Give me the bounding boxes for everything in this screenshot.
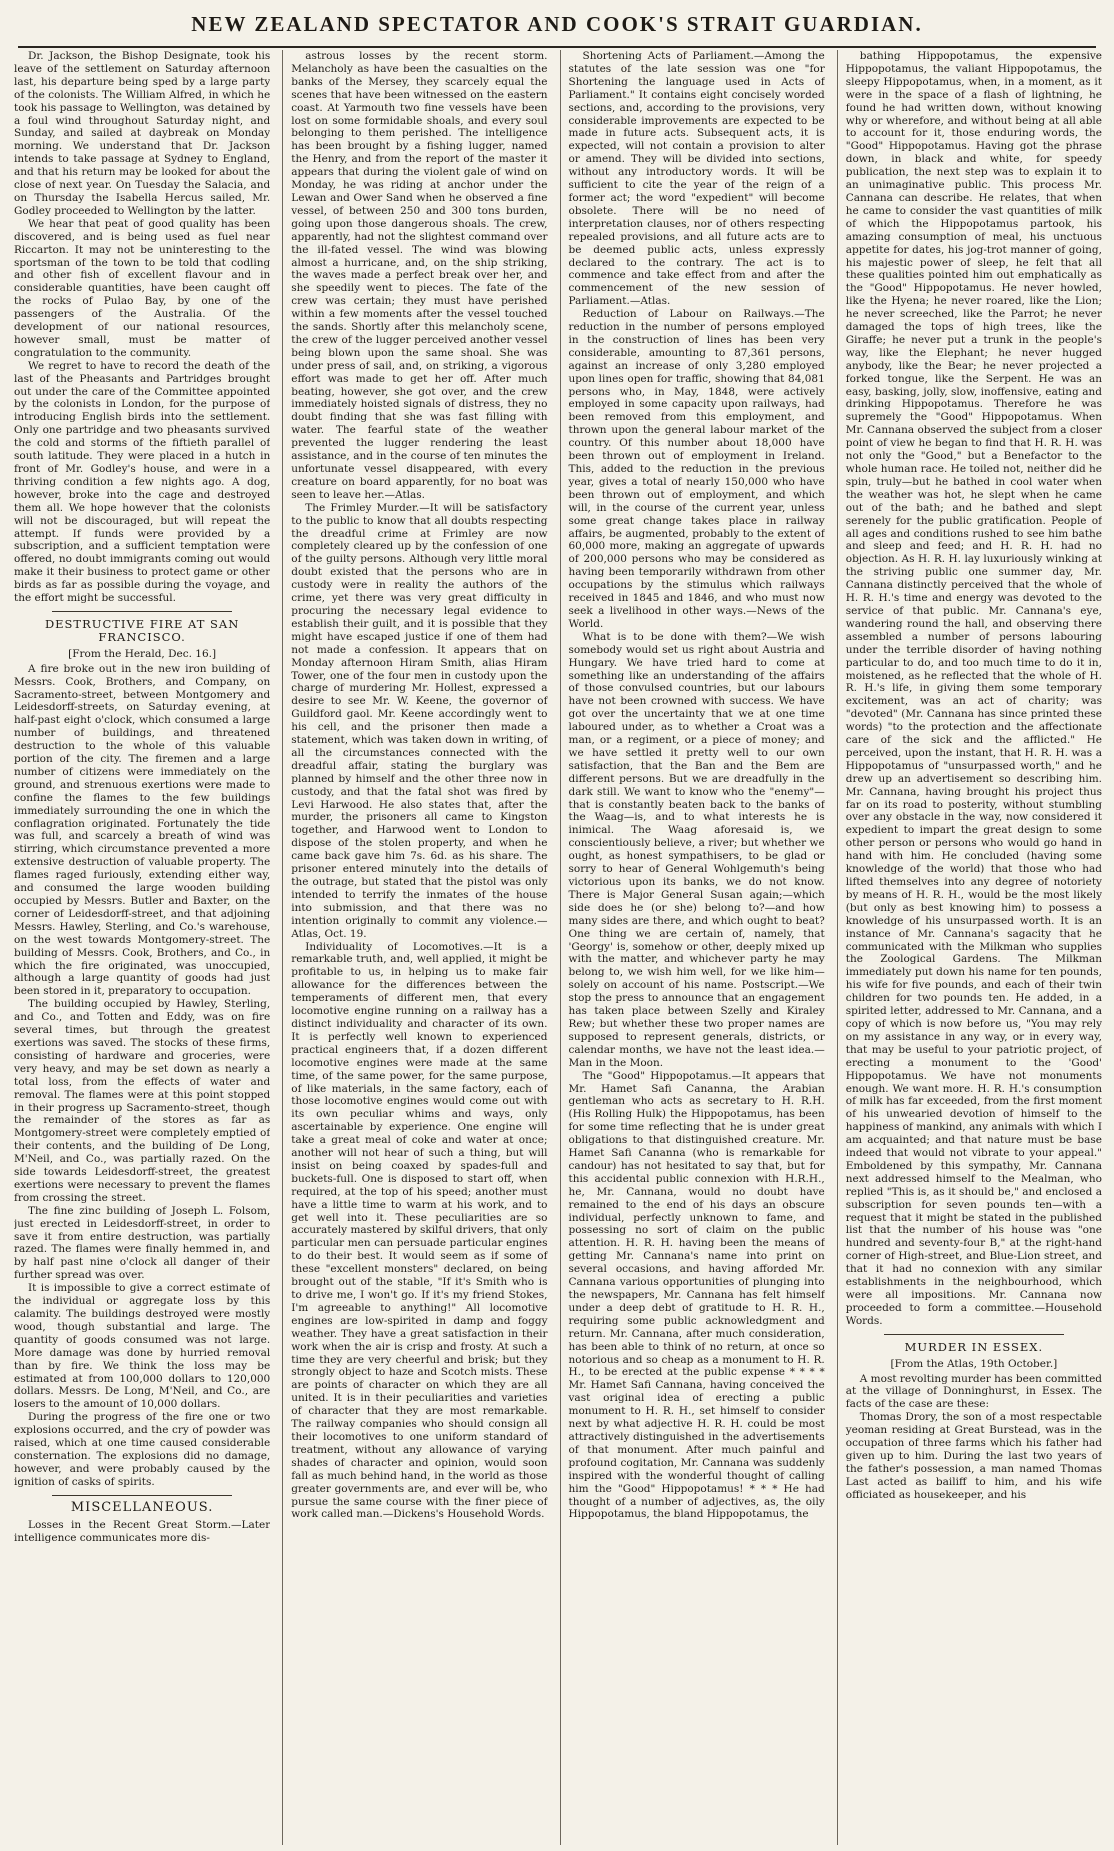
column-2 [282,50,547,1845]
column-4 [837,50,1102,1845]
paragraph: What is to be done with them?—We wish somebody would set us right about Austria and Hungary. We have tried hard to come at something like an understanding of the affairs of those convulsed countries, but our labours have not been crowned with success. We have got over the uncertainty that we at one time laboured under, as to whether a Croat was a man, or a regiment, or a piece of money; and we have settled it pretty well to our own satisfaction, that the Ban and the Bem are different persons. But we are dreadfully in the dark still. We want to know who the "enemy"—that is constantly beaten back to the banks of the Waag—is, and to what interests he is inimical. The Waag aforesaid is, we conscientiously believe, a river; but whether we ought, as honest sympathisers, to be glad or sorry to hear of General Wohlgemuth's being victorious upon its banks, we do not know. There is Major General Susan again;—which side does he (or she) belong to?—and how many sides are there, and which ought to beat? One thing we are certain of, namely, that 'Georgy' is, somehow or other, deeply mixed up with the matter, and whichever party he may belong to, we wish him well, for we like him—solely on account of his name. Postscript.—We stop the press to announce that an engagement has taken place between Szelly and Kiraley Rew; but whether these two proper names are supposed to represent generals, districts, or calendar months, we have not the least idea.—Man in the Moon. [568,630,825,1069]
paragraph: During the progress of the fire one or two explosions occurred, and the cry of powder was raised, which at one time caused considerable consternation. The explosions did no damage, however, and were probably caused by the ignition of casks of spirits. [14,1411,271,1488]
paragraph: Reduction of Labour on Railways.—The reduction in the number of persons employed in the construction of lines has been very considerable, amounting to 87,361 persons, against an increase of only 3,280 employed upon lines open for traffic, showing that 84,081 persons who, in May, 1848, were actively employed in some capacity upon railways, had been removed from this employment, and thrown upon the general labour market of the country. Of this number about 18,000 have been thrown out of employment in Ireland. This, added to the reduction in the previous year, gives a total of nearly 150,000 who have been thrown out of employment, and which will, in the course of the current year, unless some great change takes place in railway affairs, be augmented, probably to the extent of 60,000 more, making an aggregate of upwards of 200,000 persons who may be considered as having been temporarily withdrawn from other occupations by the stimulus which railways received in 1845 and 1846, and who must now seek a livelihood in other ways.—News of the World. [568,308,825,630]
paragraph: The "Good" Hippopotamus.—It appears that Mr. Hamet Safi Cananna, the Arabian gentleman who acts as secretary to H. R.H. (His Rolling Hulk) the Hippopotamus, has been for some time reflecting that he is under great obligations to that distinguished creature. Mr. Hamet Safi Cananna (who is remarkable for candour) has not hesitated to say that, but for this accidental public connexion with H.R.H., he, Mr. Cannana, would no doubt have remained to the end of his days an obscure individual, perfectly unknown to fame, and possessing no sort of claim on the public attention. H. R. H. having been the means of getting Mr. Cannana's name into print on several occasions, and having afforded Mr. Cannana various opportunities of plunging into the newspapers, Mr. Cannana has felt himself under a deep debt of gratitude to H. R. H., requiring some public acknowledgment and return. Mr. Cannana, after much consideration, has been able to think of no return, at once so notorious and so cheap as a monument to H. R. H., to be erected at the public expense * * * * Mr. Hamet Safi Cannana, having conceived the vast original idea of erecting a public monument to H. R. H., set himself to consider next by what adjective H. R. H. could be most attractively distinguished in the advertisements of that monument. After much painful and profound cogitation, Mr. Cannana was suddenly inspired with the wonderful thought of calling him the "Good" Hippopotamus! * * * He had thought of a number of adjectives, as, the oily Hippopotamus, the bland Hippopotamus, the [568,1069,825,1521]
column-3 [560,50,825,1845]
paragraph: Dr. Jackson, the Bishop Designate, took his leave of the settlement on Saturday afternoon last, his departure being sped by a large party of the colonists. The William Alfred, in which he took his passage to Wellington, was detained by a foul wind throughout Saturday night, and Sunday, and sailed at daybreak on Monday morning. We understand that Dr. Jackson intends to take passage at Sydney to England, and that his return may be looked for about the close of next year. On Tuesday the Salacia, and on Thursday the Isabella Hercus sailed, Mr. Godley proceeded to Wellington by the latter. [14,50,271,217]
article-source: [From the Herald, Dec. 16.] [68,647,217,660]
paragraph: A most revolting murder has been committed at the village of Donninghurst, in Essex. The facts of the case are these: [845,1372,1102,1411]
masthead-rule [18,46,1096,48]
paragraph: We hear that peat of good quality has been discovered, and is being used as fuel near Riccarton. It may not be uninteresting to the sportsman of the town to be told that codling and other fish of excellent flavour and in considerable quantities, have been caught off the rocks of Pulao Bay, by one of the passengers of the Australia. Of the development of our national resources, however small, must be matter of congratulation to the community. [14,217,271,359]
divider [52,611,231,612]
column-1 [14,50,270,1845]
section-heading: MISCELLANEOUS. [70,1499,214,1515]
paragraph: The Frimley Murder.—It will be satisfactory to the public to know that all doubts respecting the dreadful crime at Frimley are now completely cleared up by the confession of one of the guilty persons. Although very little moral doubt existed that the persons who are in custody were in reality the authors of the crime, yet there was very great difficulty in procuring the necessary legal evidence to establish their guilt, and it is possible that they might have escaped justice if one of them had not made a confession. It appears that on Monday afternoon Hiram Smith, alias Hiram Tower, one of the four men in custody upon the charge of murdering Mr. Hollest, expressed a desire to see Mr. W. Keene, the governor of Guildford gaol. Mr. Keene accordingly went to his cell, and the prisoner then made a statement, which was taken down in writing, of all the circumstances connected with the dreadful affair, stating the burglary was planned by himself and the other three now in custody, and that the fatal shot was fired by Levi Harwood. He also states that, after the murder, the prisoners all came to Kingston together, and Harwood went to London to dispose of the stolen property, and when he came back gave him 7s. 6d. as his share. The prisoner entered minutely into the details of the outrage, but stated that the pistol was only intended to terrify the inmates of the house into submission, and that there was no intention originally to commit any violence.—Atlas, Oct. 19. [291,501,548,940]
paragraph: Shortening Acts of Parliament.—Among the statutes of the late session was one "for Shortening the language used in Acts of Parliament." It contains eight concisely worded sections, and, according to the provisions, very considerable improvements are expected to be made in future acts. Subsequent acts, it is expected, will not contain a provision to alter or amend. They will be divided into sections, without any introductory words. It will be sufficient to cite the year of the reign of a former act; the word "expedient" will become obsolete. There will be no need of interpretation clauses, nor of others respecting repealed provisions, and all future acts are to be deemed public acts, unless expressly declared to the contrary. The act is to commence and take effect from and after the commencement of the new session of Parliament.—Atlas. [568,50,825,308]
paragraph: A fire broke out in the new iron building of Messrs. Cook, Brothers, and Company, on Sacramento-street, between Montgomery and Leidesdorff-streets, on Saturday evening, at half-past eight o'clock, which consumed a large number of buildings, and threatened destruction to the whole of this valuable portion of the city. The firemen and a large number of citizens were immediately on the ground, and strenuous exertions were made to confine the flames to the few buildings immediately surrounding the one in which the conflagration originated. Fortunately the tide was full, and scarcely a breath of wind was stirring, which circumstance prevented a more extensive destruction of valuable property. The flames raged furiously, extending either way, and consumed the large wooden building occupied by Messrs. Butler and Baxter, on the corner of Leidesdorff-street, and that adjoining Messrs. Hawley, Sterling, and Co.'s warehouse, on the west towards Montgomery-street. The building of Messrs. Cook, Brothers, and Co., in which the fire originated, was unoccupied, although a large quantity of goods had just been stored in it, preparatory to occupation. [14,662,271,998]
paragraph: astrous losses by the recent storm. Melancholy as have been the casualties on the banks of the Mersey, they scarcely equal the scenes that have been witnessed on the eastern coast. At Yarmouth two fine vessels have been lost on some formidable shoals, and every soul belonging to them perished. The intelligence has been brought by a fishing lugger, named the Henry, and from the report of the master it appears that during the violent gale of wind on Monday, he was riding at anchor under the Lewan and Ower Sand when he observed a fine vessel, of between 250 and 300 tons burden, going upon those dangerous shoals. The crew, apparently, had not the slightest command over the ill-fated vessel. The wind was blowing almost a hurricane, and, on the ship striking, the waves made a perfect break over her, and she speedily went to pieces. The fate of the crew was certain; they must have perished within a few moments after the vessel touched the sands. Shortly after this melancholy scene, the crew of the lugger perceived another vessel being blown upon the same shoal. She was under press of sail, and, on striking, a vigorous effort was made to get her off. After much beating, however, she got over, and the crew immediately hoisted signals of distress, they no doubt finding that she was fast filling with water. The fearful state of the weather prevented the lugger rendering the least assistance, and in the course of ten minutes the unfortunate vessel disappeared, with every creature on board apparently, for no boat was seen to leave her.—Atlas. [291,50,548,501]
divider [884,1334,1063,1335]
divider [52,1495,231,1496]
paragraph: The fine zinc building of Joseph L. Folsom, just erected in Leidesdorff-street, in order to save it from entire destruction, was partially razed. The flames were finally hemmed in, and by half past nine o'clock all danger of their further spread was over. [14,1204,271,1282]
article-heading: DESTRUCTIVE FIRE AT SAN FRANCISCO. [44,616,240,644]
article-source: [From the Atlas, 19th October.] [890,1357,1058,1370]
paragraph: Individuality of Locomotives.—It is a remarkable truth, and, well applied, it might be profitable to us, in helping us to make fair allowance for the differences between the temperaments of different men, that every locomotive engine running on a railway has a distinct individuality and character of its own. It is perfectly well known to experienced practical engineers that, if a dozen different locomotive engines were made at the same time, of the same power, for the same purpose, of like materials, in the same factory, each of those locomotive engines would come out with its own peculiar whims and ways, only ascertainable by experience. One engine will take a great meal of coke and water at once; another will not hear of such a thing, but will insist on being coaxed by spades-full and buckets-full. One is disposed to start off, when required, at the top of his speed; another must have a little time to warm at his work, and to get well into it. These peculiarities are so accurately mastered by skilful drivers, that only particular men can persuade particular engines to do their best. It would seem as if some of these "excellent monsters" declared, on being brought out of the stable, "If it's Smith who is to drive me, I won't go. If it's my friend Stokes, I'm agreeable to anything!" All locomotive engines are low-spirited in damp and foggy weather. They have a great satisfaction in their work when the air is crisp and frosty. At such a time they are very cheerful and brisk; but they strongly object to haze and Scotch mists. These are points of character on which they are all united. It is in their peculiarities and varieties of character that they are most remarkable. The railway companies who should consign all their locomotives to one uniform standard of treatment, without any allowance of varying shades of character and opinion, would soon fall as much behind hand, in the world as those greater governments are, and ever will be, who pursue the same course with the finer piece of work called man.—Dickens's Household Words. [291,940,548,1521]
masthead: NEW ZEALAND SPECTATOR AND COOK'S STRAIT GUARDIAN. [191,12,923,36]
paragraph: It is impossible to give a correct estimate of the individual or aggregate loss by this calamity. The buildings destroyed were mostly wood, though substantial and large. The quantity of goods consumed was not large. More damage was done by hurried removal than by fire. We think the loss may be estimated at from 100,000 dollars to 120,000 dollars. Messrs. De Long, M'Neil, and Co., are losers to the amount of 10,000 dollars. [14,1282,271,1411]
paragraph: Losses in the Recent Great Storm.—Later intelligence communicates more dis- [14,1518,271,1544]
paragraph: Thomas Drory, the son of a most respectable yeoman residing at Great Burstead, was in the occupation of three farms which his father had given up to him. During the last two years of the father's possession, a man named Thomas Last acted as bailiff to him, and his wife officiated as housekeeper, and his [845,1411,1102,1501]
article-heading: MURDER IN ESSEX. [904,1339,1044,1354]
paragraph: We regret to have to record the death of the last of the Pheasants and Partridges brought out under the care of the Committee appointed by the colonists in London, for the purpose of introducing English birds into the settlement. Only one partridge and two pheasants survived the cold and storms of the fiftieth parallel of south latitude. They were placed in a hutch in front of Mr. Godley's house, and were in a thriving condition a few nights ago. A dog, however, broke into the cage and destroyed them all. We hope however that the colonists will not be discouraged, but will repeat the attempt. If funds were provided by a subscription, and a sufficient temptation were offered, no doubt immigrants coming out would make it their business to protect game or other birds as far as possible during the voyage, and the effort might be successful. [14,359,271,605]
paragraph: The building occupied by Hawley, Sterling, and Co., and Totten and Eddy, was on fire several times, but through the greatest exertions was saved. The stocks of these firms, consisting of hardware and groceries, were very heavy, and may be set down as nearly a total loss, from the effects of water and removal. The flames were at this point stopped in their progress up Sacramento-street, though the remainder of the stores as far as Montgomery-street were completely emptied of their contents, and the building of De Long, M'Neil, and Co., was partially razed. On the side towards Leidesdorff-street, the greatest exertions were necessary to prevent the flames from crossing the street. [14,998,271,1204]
columns [14,50,1102,1845]
paragraph: bathing Hippopotamus, the expensive Hippopotamus, the valiant Hippopotamus, the sleepy Hippopotamus, when, in a moment, as it were in the space of a flash of lightning, he found he had written down, without knowing why or wherefore, and without being at all able to account for it, those enduring words, the "Good" Hippopotamus. Having got the phrase down, in black and white, for speedy publication, the next step was to explain it to an unimaginative public. This process Mr. Cannana can describe. He relates, that when he came to consider the vast quantities of milk of which the Hippopotamus partook, his amazing consumption of meal, his unctuous appetite for dates, his jog-trot manner of going, his majestic power of sleep, he felt that all these qualities pointed him out emphatically as the "Good" Hippopotamus. He never howled, like the Hyena; he never roared, like the Lion; he never screeched, like the Parrot; he never damaged the tops of high trees, like the Giraffe; he never put a trunk in the people's way, like the Elephant; he never hugged anybody, like the Bear; he never projected a forked tongue, like the Serpent. He was an easy, basking, jolly, slow, inoffensive, eating and drinking Hippopotamus. Therefore he was supremely the "Good" Hippopotamus. When Mr. Cannana observed the subject from a closer point of view he began to find that H. R. H. was not only the "Good," but a Benefactor to the whole human race. He toiled not, neither did he spin, truly—but he bathed in cool water when the weather was hot, he slept when he came out of the bath; and he bathed and slept serenely for the public gratification. People of all ages and conditions rushed to see him bathe and sleep and feed; and H. R. H. had no objection. As H. R. H. lay luxuriously winking at the striving public one summer day, Mr. Cannana distinctly perceived that the whole of H. R. H.'s time and energy was devoted to the service of that public. Mr. Cannana's eye, wandering round the hall, and observing there assembled a number of persons labouring under the terrible disorder of having nothing particular to do, and too much time to do it in, moistened, as he reflected that the whole of H. R. H.'s life, in giving them some temporary excitement, was an act of charity; was "devoted" (Mr. Cannana has since printed these words) "to the protection and the affectionate care of the sick and the afflicted." He perceived, upon the instant, that H. R. H. was a Hippopotamus of "unsurpassed worth," and he drew up an advertisement so describing him. Mr. Cannana, having brought his project thus far on its road to posterity, without stumbling over any obstacle in the way, now considered it expedient to impart the great design to some other person or persons who would go hand in hand with him. He concluded (having some knowledge of the world) that those who had lifted themselves into any degree of notoriety by means of H. R. H., would be the most likely (but only as best knowing him) to possess a knowledge of his unsurpassed worth. It is an instance of Mr. Cannana's sagacity that he communicated with the Milkman who supplies the Zoological Gardens. The Milkman immediately put down his name for ten pounds, his wife for five pounds, and each of their twin children for two pounds ten. He added, in a spirited letter, addressed to Mr. Cannana, and a copy of which is now before us, "You may rely on my assistance in any way, or in every way, that may be useful to your patriotic project, of erecting a monument to the 'Good' Hippopotamus. We have not monuments enough. We want more. H. R. H.'s consumption of milk has far exceeded, from the first moment of his unwearied devotion of himself to the happiness of mankind, any animals with which I am acquainted; and that nature must be base indeed that would not vibrate to your appeal." Emboldened by this sympathy, Mr. Cannana next addressed himself to the Mealman, who replied "This is, as it should be," and enclosed a subscription for seven pounds ten—with a request that it might be stated in the published list that the number of his house was "one hundred and seventy-four B," at the right-hand corner of High-street, and Blue-Lion street, and that it had no connexion with any similar establishments in the neighbourhood, which were all impositions. Mr. Cannana now proceeded to form a committee.—Household Words. [845,50,1102,1327]
